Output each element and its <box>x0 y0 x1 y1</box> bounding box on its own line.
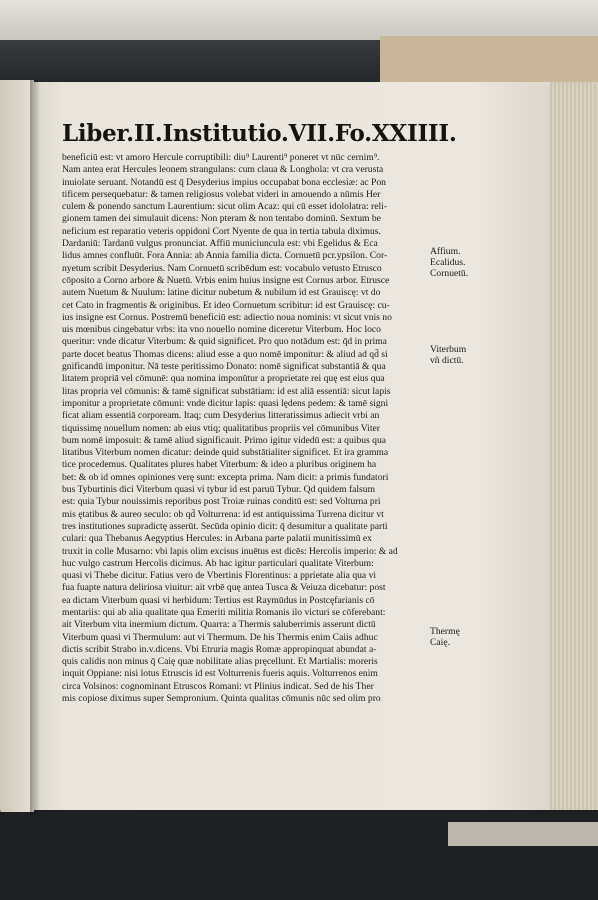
text-line: inquit Oppiane: nisi lotus Etruscis id est Volturrenis fueris aquis. Volturrenos enim <box>62 668 378 680</box>
text-line: tice procedemus. Qualitates plures habet Viterbum: & ideo a pluribus originem ha <box>62 459 377 471</box>
margin-note-affium <box>430 246 468 279</box>
text-line: est: quia Tybur nouissimis reporibus post Troiæ ruinas conditū est: sed Volturna pri <box>62 496 381 508</box>
text-line: tiquissimę nouellum nomen: ab eius vtiq; qualitatibus propriis vel cōmunibus Viter <box>62 422 380 434</box>
text-line: gnificandū imponitur. Nā teste peritissimo Donato: nomē significat substantiā & qua <box>62 361 386 373</box>
text-line: huc vulgo castrum Hercolis dicimus. Ab hac igitur particulari qualitate Viterbum: <box>62 557 374 569</box>
text-line: imponitur a proprietate cōmuni: vnde dicitur lapis: quasi lędens pedem: & tamē signi <box>62 397 389 409</box>
text-line: tres institutiones supradictę asserūt. Secūda opinio dicit: q̄ desumitur a qualitate parti <box>62 520 388 532</box>
fore-edge-pages <box>548 82 598 810</box>
text-line: ius insigne est Cornus. Postremū beneficiū est: adiectio noua nominis: vt sicut vnis no <box>62 311 392 323</box>
text-line: neficium est reparatio veteris oppidoni Cort Nyente de qua in tertia tabula diximus. <box>62 225 381 237</box>
text-line: litas propria vel cōmunis: & tamē significat substātiam: id est aliā essentiā: sicut lapis <box>62 385 391 397</box>
text-line: tificem persequebatur: & tamen religiosus volebat videri in amouendo a nūmis Her <box>62 188 381 200</box>
body-text <box>62 152 452 705</box>
text-line: queritur: vnde dicatur Viterbum: & quid significet. Pro quo notādum est: q̄d in prima <box>62 336 387 348</box>
gutter-shadow <box>30 80 40 815</box>
text-line: inuiolate seruant. Notandū est q̄ Desyderius impius occupabat bona ecclesiæ: ac Pon <box>62 176 386 188</box>
margin-note-line: Affium. <box>430 246 461 257</box>
margin-note-line: Ecalidus. <box>430 257 466 268</box>
text-line: bus Tyburtinis dici Viterbum quasi vi tybur id est paruū Tybur. Qd quidem falsum <box>62 484 376 496</box>
left-page-edge <box>0 80 34 815</box>
text-line: ea dictam Viterbum quasi vi herbidum: Tertius est Raymūdus in Postcęfarianis cō <box>62 594 375 606</box>
margin-note-line: Viterbum <box>430 344 467 355</box>
text-line: gionem tamen dei simulauit dicens: Non pteram & non tentabo dominū. Sextum be <box>62 213 381 225</box>
text-line: culari: qua Thebanus Aegyptius Hercules: in Arbana parte palatii munitissimū ex <box>62 533 372 545</box>
margin-note-line: Thermę <box>430 626 460 637</box>
text-line: nyetum scribit Desyderius. Nam Cornuetū scribēdum est: vocabulo vetusto Etrusco <box>62 262 382 274</box>
running-header: Liber.II.Institutio.VII.Fo.XXIIII. <box>62 120 457 147</box>
text-line: mentariis: qui ab alia qualitate qua Emeriti militia Romanis ilo victuri se cōferebant: <box>62 606 386 618</box>
paper-tag <box>448 822 598 846</box>
text-line: autem Nuetum & Nuulum: latine dicitur nubetum & nubilum id est Grauiscę: vt do <box>62 287 381 299</box>
text-line: ficat aliam essentiā corpoream. Itaq; cum Desyderius litteratissimus adiecit vrbi an <box>62 410 380 422</box>
margin-note-line: Cornuetū. <box>430 268 469 279</box>
text-line: lidus amnes confluūt. Fora Annia: ab Annia familia dicta. Cornuetū pcr.ypsilon. Cor- <box>62 250 388 262</box>
previous-sheet-edge <box>380 36 598 82</box>
book-page <box>34 82 550 810</box>
text-line: parte docet beatus Thomas dicens: aliud esse a quo nomē imponitur: & aliud ad qd̄ si <box>62 348 388 360</box>
text-line: bet: & ob id omnes opiniones verę sunt: excepta prima. Nam dicit: a primis fundatori <box>62 471 389 483</box>
text-line: ait Viterbum vita inermium dictum. Quarra: a Thermis saluberrimis asserunt dictū <box>62 619 376 631</box>
text-line: litatibus Viterbum nomen dicatur: deinde quid substātialiter significet. Et ira gramma <box>62 447 389 459</box>
text-line: cōposito a Corno arbore & Nuetū. Vrbis enim huius insigne est Cornus arbor. Etrusce <box>62 274 390 286</box>
text-line: mis copiose diximus super Sempronium. Quinta qualitas cōmunis nūc sed olim pro <box>62 693 381 705</box>
margin-note-thermae <box>430 626 460 648</box>
text-line: Dardaniū: Tardanū vulgus pronunciat. Affiū municiuncula est: vbi Egelidus & Eca <box>62 238 378 250</box>
text-line: litatem propriā vel cōmunē: qua nomina imponūtur a proprietate rei quę est eius qua <box>62 373 385 385</box>
text-line: Viterbum quasi vi Thermulum: aut vi Thermum. De his Thermis enim Caiis adhuc <box>62 631 378 643</box>
margin-note-line: Caię. <box>430 637 450 648</box>
text-line: dictis scribit Strabo in.v.dicens. Vbi Etruria magis Romæ appropinquat abundat a- <box>62 643 377 655</box>
text-line: Nam antea erat Hercules leonem strangulans: cum claua & Longhola: vt cra verusta <box>62 164 384 176</box>
text-line: uis mœnibus cingebatur vrbs: ita vno nouello nomine diceretur Viterbum. Hoc loco <box>62 324 381 336</box>
text-line: cet Cato in fragmentis & originibus. Et ideo Cornuetum scribitur: id est Grauiscę: cu- <box>62 299 390 311</box>
margin-note-line: vñ dictū. <box>430 355 464 366</box>
text-line: circa Volsinos: cognominant Etruscos Romani: vt Plinius indicat. Sed de his Ther <box>62 680 374 692</box>
text-line: fua fuapte natura deliriosa viuitur: ait vrbē quę antea Tusca & Veiuza dicebatur: post <box>62 582 386 594</box>
margin-note-viterbum <box>430 344 466 366</box>
text-line: beneficiū est: vt amoro Hercule corruptibili: diu⁹ Laurenti⁹ poneret vt nūc cernim⁹. <box>62 152 380 163</box>
text-line: culem & ponendo sanctum Laurentium: sicut olim Acaz: qui cū esset idololatra: reli- <box>62 201 388 213</box>
text-line: quasi vi Thebe dicitur. Fatius vero de Vbertinis Florentinus: a pprietate alia qua vi <box>62 570 377 582</box>
text-line: mis ętatibus & aureo seculo: ob qd̄ Volturrena: id est antiquissima Turrena dicitur vt <box>62 508 384 520</box>
text-line: truxit in colle Musarno: vbi lapis olim excisus inuētus est dicēs: Hercolis imperio: & ad <box>62 545 398 557</box>
text-line: quis calidis non minus q̄ Caię quæ nobilitate alias pręcellunt. Et Martialis: moreris <box>62 656 378 668</box>
text-line: bum nomē imposuit: & tamē aliud significauit. Primo igitur videdū est: a quibus qua <box>62 434 387 446</box>
